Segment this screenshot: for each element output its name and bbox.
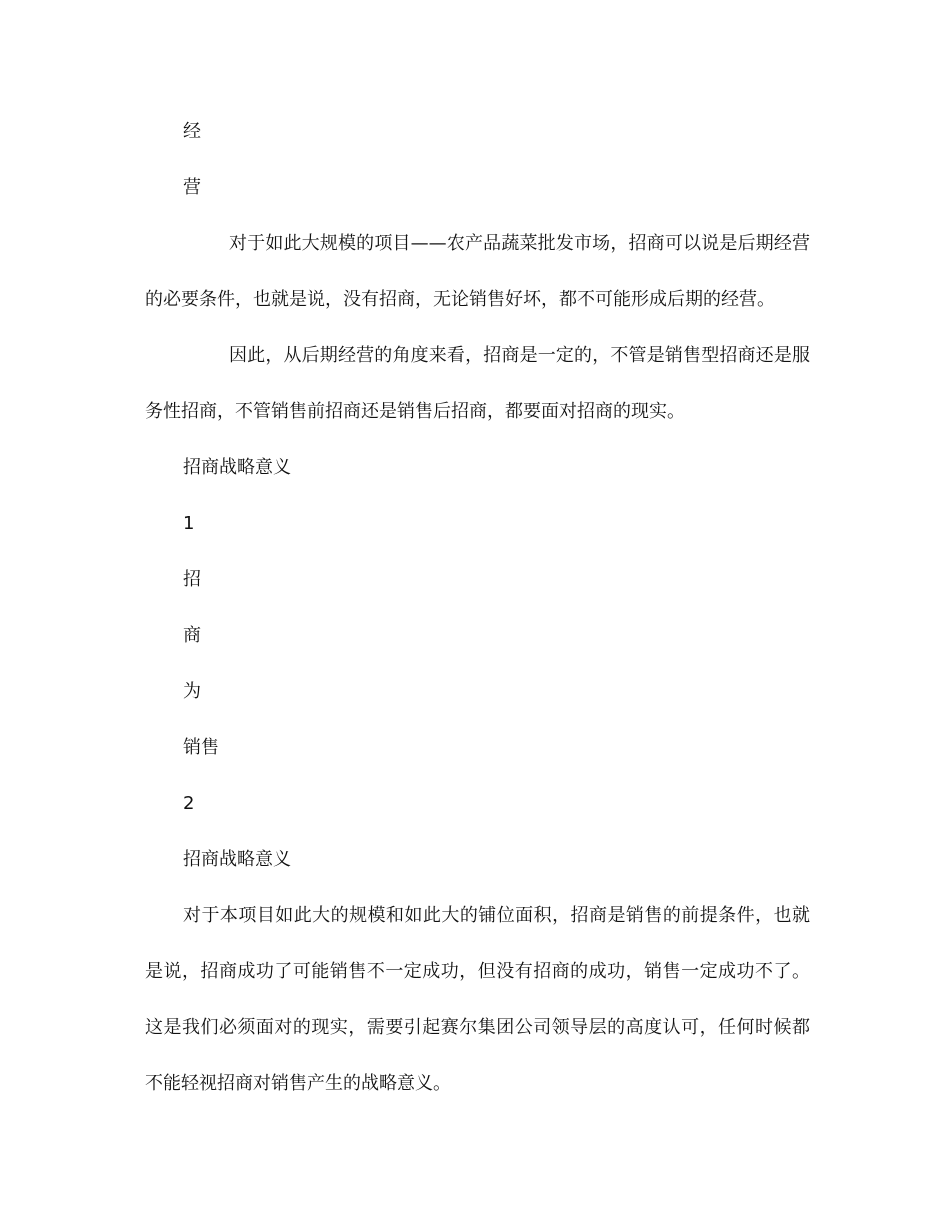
paragraph-operation-necessity: 对于如此大规模的项目——农产品蔬菜批发市场，招商可以说是后期经营的必要条件，也就是说，没有招商，无论销售好坏，都不可能形成后期的经营。 xyxy=(145,233,810,310)
heading-char-shang: 商 xyxy=(183,625,201,646)
section-number-1: 1 xyxy=(183,513,195,534)
heading-char-jing: 经 xyxy=(183,121,201,142)
section-heading-strategy-2: 招商战略意义 xyxy=(183,849,291,870)
section-heading-strategy: 招商战略意义 xyxy=(183,457,291,478)
document-body xyxy=(145,104,810,1112)
heading-word-sales: 销售 xyxy=(183,737,219,758)
section-number-2: 2 xyxy=(183,793,195,814)
paragraph-strategic-significance: 对于本项目如此大的规模和如此大的铺位面积，招商是销售的前提条件，也就是说，招商成功了可能销售不一定成功，但没有招商的成功，销售一定成功不了。这是我们必须面对的现实，需要引起赛尔集团公司领导层的高度认可，任何时候都不能轻视招商对销售产生的战略意义。 xyxy=(145,905,810,1094)
heading-char-ying: 营 xyxy=(183,177,201,198)
paragraph-investment-reality: 因此，从后期经营的角度来看，招商是一定的，不管是销售型招商还是服务性招商，不管销售前招商还是销售后招商，都要面对招商的现实。 xyxy=(145,345,810,422)
heading-char-wei: 为 xyxy=(183,681,201,702)
heading-char-zhao: 招 xyxy=(183,569,201,590)
